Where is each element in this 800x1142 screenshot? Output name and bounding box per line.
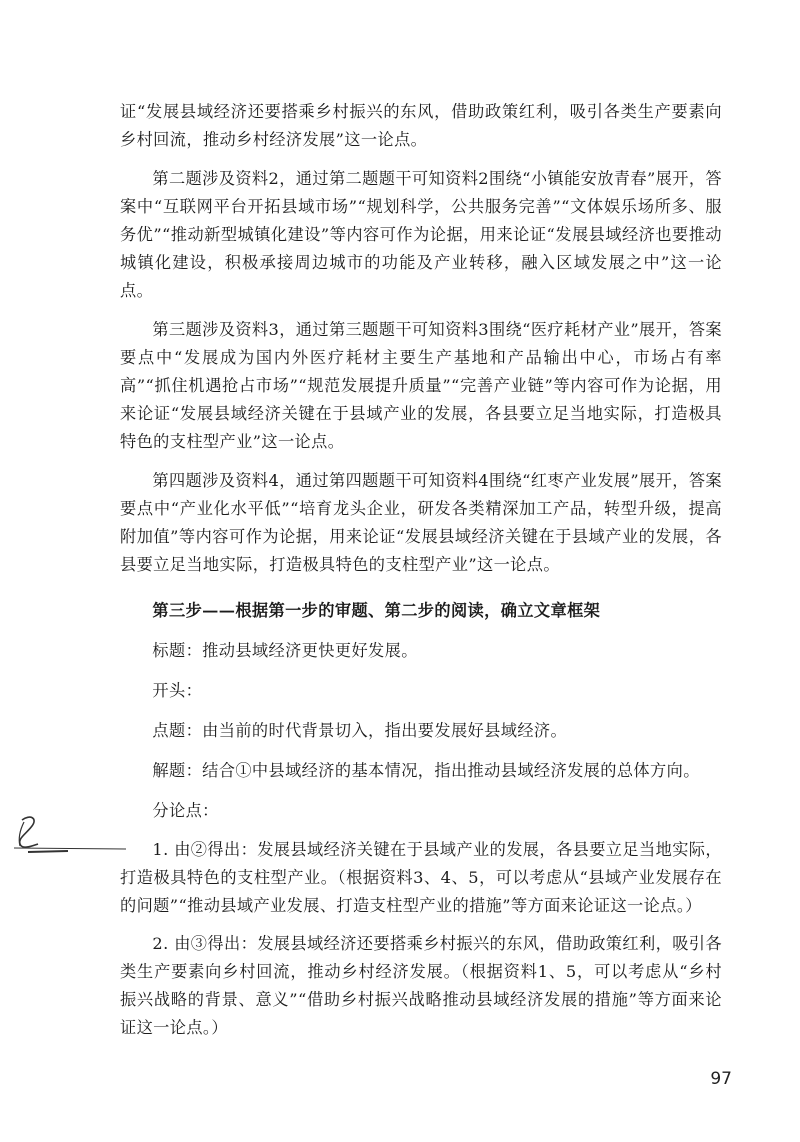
step-heading: 第三步——根据第一步的审题、第二步的阅读，确立文章框架 xyxy=(152,601,601,620)
handwritten-mark-icon xyxy=(8,808,128,858)
outline-explain-topic: 解题：结合①中县域经济的基本情况，指出推动县域经济发展的总体方向。 xyxy=(152,761,700,780)
outline-point-topic: 点题：由当前的时代背景切入，指出要发展好县域经济。 xyxy=(152,721,568,740)
paragraph-1: 证“发展县域经济还要搭乘乡村振兴的东风，借助政策红利，吸引各类生产要素向乡村回流，推动乡村经济发展”这一论点。 xyxy=(120,102,722,149)
sub-point-2: 2. 由③得出：发展县域经济还要搭乘乡村振兴的东风，借助政策红利，吸引各类生产要素向乡村回流，推动乡村经济发展。（根据资料1、5，可以考虑从“乡村振兴战略的背景、意义”“借助乡村振兴战略推动县域经济发展的措施”等方面来论证这一论点。） xyxy=(120,934,722,1037)
outline-title: 标题：推动县域经济更快更好发展。 xyxy=(152,641,418,660)
paragraph-3: 第三题涉及资料3，通过第三题题干可知资料3围绕“医疗耗材产业”展开，答案要点中“发展成为国内外医疗耗材主要生产基地和产品输出中心，市场占有率高”“抓住机遇抢占市场”“规范发展提升质量”“完善产业链”等内容可作为论据，用来论证“发展县域经济关键在于县域产业的发展，各县要立足当地实际，打造极具特色的支柱型产业”这一论点。 xyxy=(120,320,722,451)
page-number: 97 xyxy=(710,1069,732,1089)
sub-point-1: 1. 由②得出：发展县域经济关键在于县域产业的发展，各县要立足当地实际，打造极具特色的支柱型产业。（根据资料3、4、5，可以考虑从“县域产业发展存在的问题”“推动县域产业发展、打造支柱型产业的措施”等方面来论证这一论点。） xyxy=(120,840,722,915)
paragraph-2: 第二题涉及资料2，通过第二题题干可知资料2围绕“小镇能安放青春”展开，答案中“互联网平台开拓县域市场”“规划科学，公共服务完善”“文体娱乐场所多、服务优”“推动新型城镇化建设”等内容可作为论据，用来论证“发展县域经济也要推动城镇化建设，积极承接周边城市的功能及产业转移，融入区域发展之中”这一论点。 xyxy=(120,169,722,300)
paragraph-4: 第四题涉及资料4，通过第四题题干可知资料4围绕“红枣产业发展”展开，答案要点中“产业化水平低”“培育龙头企业，研发各类精深加工产品，转型升级，提高附加值”等内容可作为论据，用来论证“发展县域经济关键在于县域产业的发展，各县要立足当地实际，打造极具特色的支柱型产业”这一论点。 xyxy=(120,471,722,574)
outline-sub-points-label: 分论点： xyxy=(152,801,219,820)
outline-opening: 开头： xyxy=(152,681,203,700)
body-text xyxy=(120,98,722,1052)
